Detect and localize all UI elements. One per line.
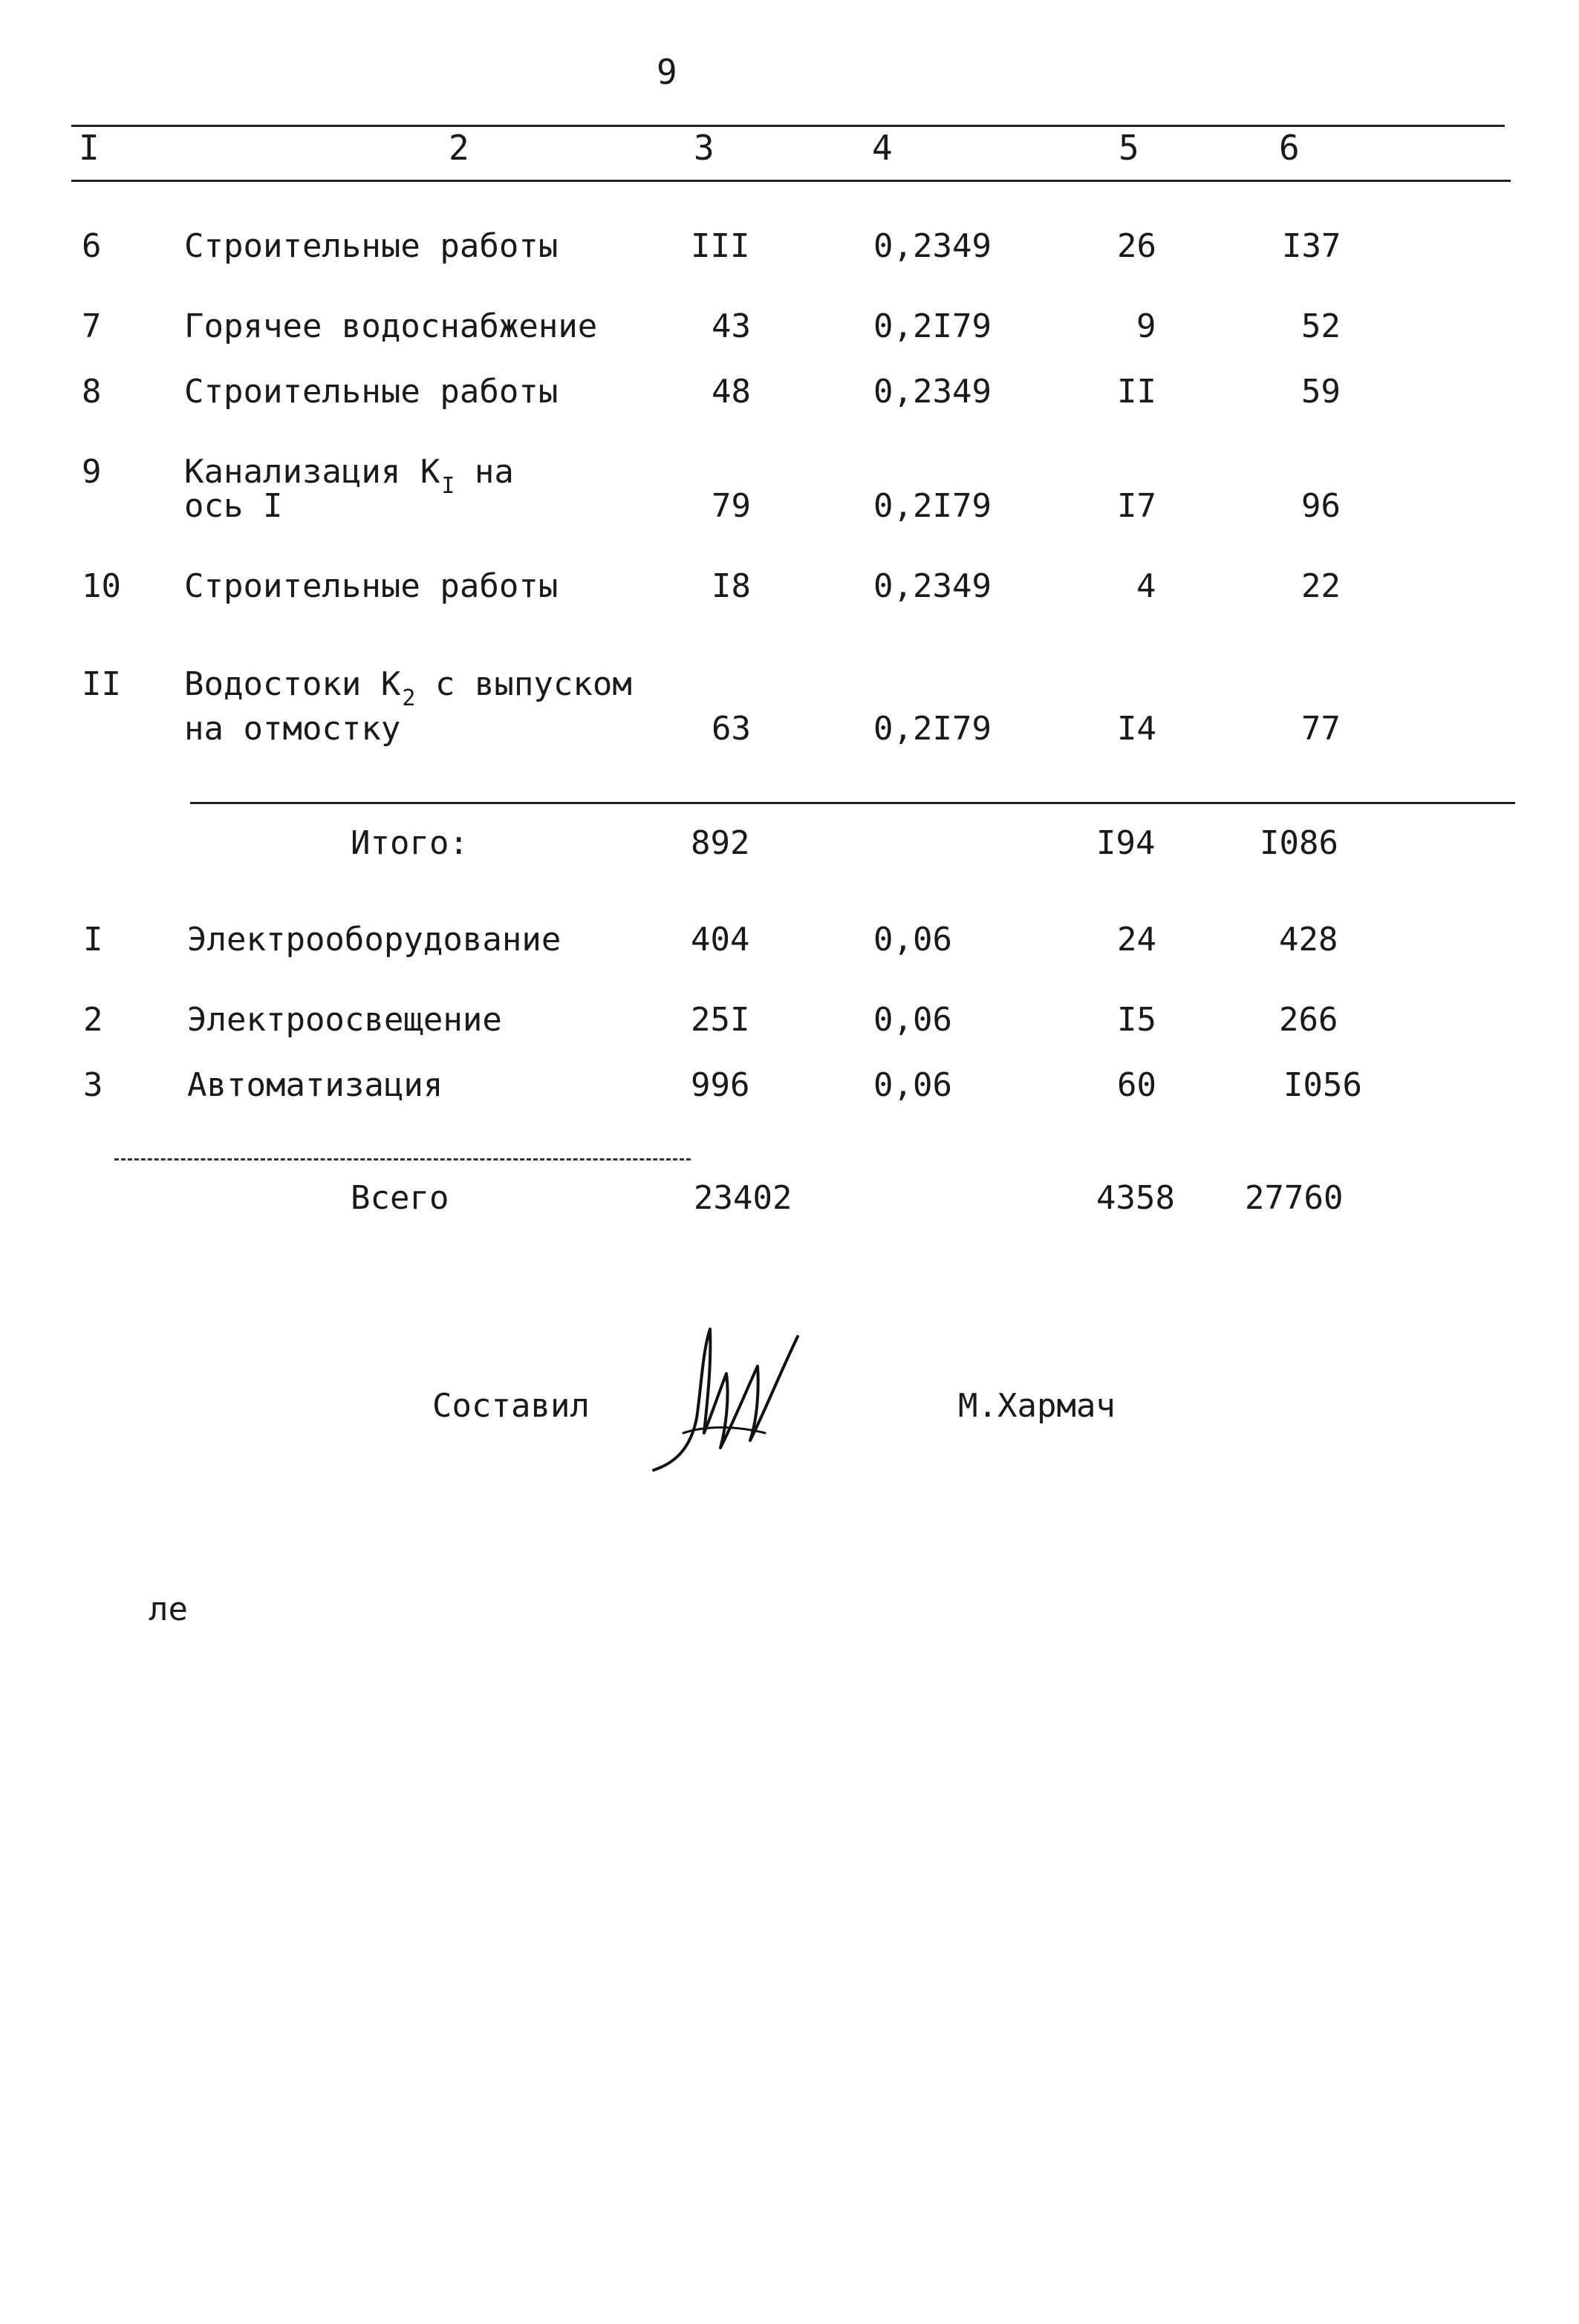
row-name-line-2: на отмостку [184,710,401,748]
row-name-line-1 [184,665,632,711]
row-number: I [83,921,103,959]
row-col-6: 22 [1301,567,1341,605]
row-name-text-end: с выпуском [415,665,632,703]
row-col-6: 59 [1301,373,1341,411]
row-name: Строительные работы [184,567,559,605]
header-col-6: 6 [1279,128,1300,168]
row-col-6: 77 [1301,710,1341,748]
row-col-4: 0,2I79 [873,487,992,525]
row-name-line-2: ось I [184,487,283,525]
row-col-6: 428 [1279,921,1338,959]
subtotal-col-3: 892 [691,824,750,862]
row-col-3: 25I [691,1001,750,1039]
row-number: 9 [82,453,102,491]
row-col-6: I37 [1282,227,1341,265]
row-number: 2 [83,1001,103,1039]
row-col-4: 0,2I79 [873,710,992,748]
row-col-4: 0,2349 [873,567,992,605]
author-name: М.Хармач [958,1387,1116,1425]
total-col-3: 23402 [694,1179,792,1217]
row-number: 10 [82,567,121,605]
signature-image [639,1322,817,1485]
row-col-5: 9 [1136,307,1156,345]
row-col-3: 996 [691,1066,750,1104]
row-col-3: I8 [712,567,751,605]
row-col-4: 0,2I79 [873,307,992,345]
header-col-5: 5 [1119,128,1139,168]
row-col-4: 0,2349 [873,373,992,411]
total-rule [114,1158,691,1161]
row-col-3: 48 [712,373,751,411]
header-col-3: 3 [694,128,714,168]
row-col-6: I056 [1283,1066,1362,1104]
row-col-4: 0,06 [873,1001,952,1039]
row-col-3: III [691,227,750,265]
row-col-6: 266 [1279,1001,1338,1039]
row-name: Электроосвещение [187,1001,502,1039]
row-name-text: Канализация К [184,453,440,491]
row-col-5: II [1117,373,1156,411]
header-col-1: I [79,128,100,168]
row-number: 8 [82,373,102,411]
row-col-6: 96 [1301,487,1341,525]
row-col-4: 0,2349 [873,227,992,265]
total-label: Всего [351,1179,449,1217]
subtotal-rule [190,802,1515,804]
initials: ле [149,1590,188,1628]
row-col-3: 404 [691,921,750,959]
row-col-3: 63 [712,710,751,748]
row-col-6: 52 [1301,307,1341,345]
table-header-rule [71,180,1511,182]
row-col-5: I4 [1117,710,1156,748]
row-col-3: 79 [712,487,751,525]
row-name: Электрооборудование [187,921,561,959]
row-col-3: 43 [712,307,751,345]
row-name-subscript: 2 [402,685,416,711]
row-col-5: I7 [1117,487,1156,525]
row-col-5: 4 [1136,567,1156,605]
page-number: 9 [657,52,677,92]
total-col-6: 27760 [1245,1179,1344,1217]
row-name-subscript: I [441,473,455,499]
compiled-label: Составил [432,1387,590,1425]
row-number: 7 [82,307,102,345]
row-name-line-1 [184,453,514,499]
row-number: II [82,665,121,703]
row-name-text-end: на [455,453,514,491]
row-name-text: Водостоки К [184,665,401,703]
row-number: 3 [83,1066,103,1104]
header-col-2: 2 [449,128,469,168]
row-col-4: 0,06 [873,921,952,959]
row-col-5: 26 [1117,227,1156,265]
row-col-5: 24 [1117,921,1156,959]
header-col-4: 4 [872,128,893,168]
table-top-rule [71,125,1505,127]
row-name: Горячее водоснабжение [184,307,598,345]
total-col-5: 4358 [1096,1179,1175,1217]
row-name: Строительные работы [184,373,559,411]
row-col-5: I5 [1117,1001,1156,1039]
subtotal-col-5: I94 [1096,824,1156,862]
row-name: Автоматизация [187,1066,443,1104]
row-name: Строительные работы [184,227,559,265]
subtotal-label: Итого: [351,824,469,862]
row-col-5: 60 [1117,1066,1156,1104]
subtotal-col-6: I086 [1260,824,1338,862]
row-col-4: 0,06 [873,1066,952,1104]
row-number: 6 [82,227,102,265]
